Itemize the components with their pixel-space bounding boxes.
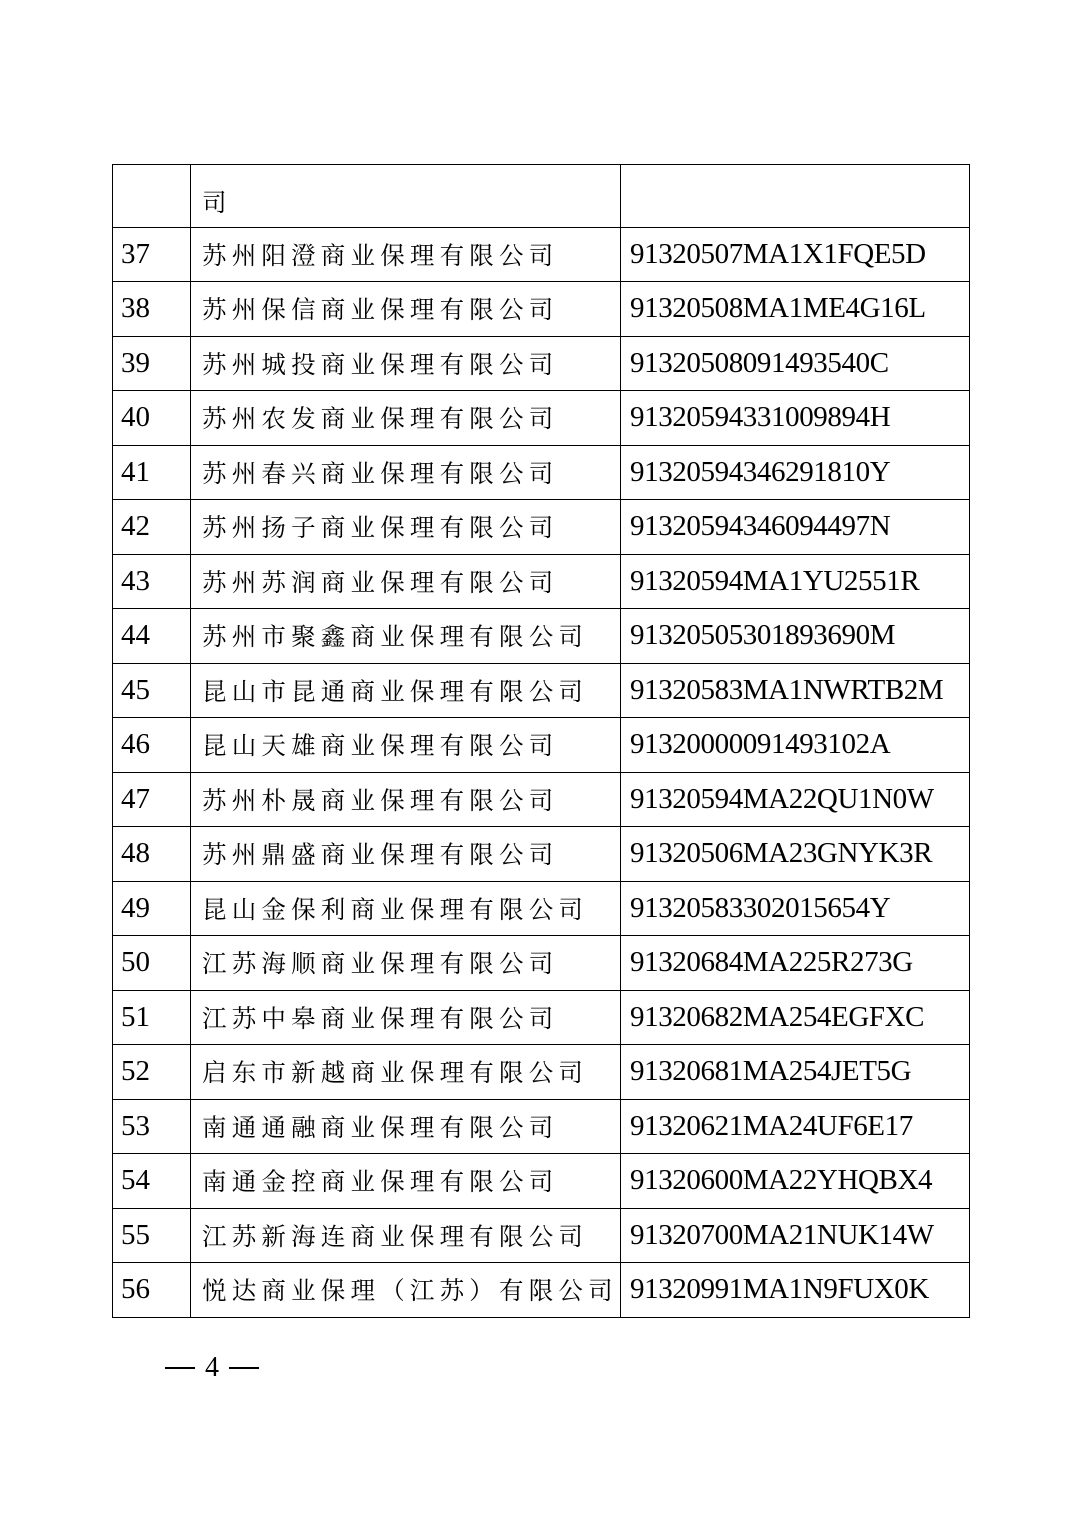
company-name-cell: 南通通融商业保理有限公司 [191,1099,621,1154]
row-index-cell: 51 [113,990,191,1045]
row-index-cell: 39 [113,336,191,391]
table-row [113,336,970,391]
row-index-cell: 43 [113,554,191,609]
table-row [113,391,970,446]
company-name-cell: 启东市新越商业保理有限公司 [191,1045,621,1100]
credit-code-cell: 91320684MA225R273G [621,936,970,991]
row-index-cell: 52 [113,1045,191,1100]
row-index-cell: 45 [113,663,191,718]
credit-code-cell: 91320594346094497N [621,500,970,555]
table-row [113,881,970,936]
company-name-cell: 江苏新海连商业保理有限公司 [191,1208,621,1263]
row-index-cell: 55 [113,1208,191,1263]
row-index-cell: 54 [113,1154,191,1209]
row-index-cell: 47 [113,772,191,827]
row-index-cell: 42 [113,500,191,555]
table-row [113,609,970,664]
table-row [113,227,970,282]
page-footer [165,1352,259,1384]
company-name-cell: 江苏中皋商业保理有限公司 [191,990,621,1045]
company-name-cell: 南通金控商业保理有限公司 [191,1154,621,1209]
credit-code-cell: 91320991MA1N9FUX0K [621,1263,970,1318]
company-name-cell: 昆山市昆通商业保理有限公司 [191,663,621,718]
company-registry-table [112,164,970,1318]
footer-dash-right [229,1367,259,1369]
row-index-cell: 38 [113,282,191,337]
credit-code-cell: 91320508MA1ME4G16L [621,282,970,337]
credit-code-cell: 91320594MA1YU2551R [621,554,970,609]
table-row [113,282,970,337]
company-name-cell: 昆山金保利商业保理有限公司 [191,881,621,936]
table-row [113,500,970,555]
page-number: 4 [205,1352,219,1383]
credit-code-cell: 91320621MA24UF6E17 [621,1099,970,1154]
credit-code-cell: 91320583MA1NWRTB2M [621,663,970,718]
company-name-cell: 昆山天雄商业保理有限公司 [191,718,621,773]
credit-code-cell: 91320594MA22QU1N0W [621,772,970,827]
credit-code-cell: 91320594331009894H [621,391,970,446]
table-row [113,1263,970,1318]
table-row [113,554,970,609]
table-row [113,990,970,1045]
company-name-cell: 苏州鼎盛商业保理有限公司 [191,827,621,882]
company-name-cell: 苏州保信商业保理有限公司 [191,282,621,337]
footer-dash-left [165,1367,195,1369]
company-name-cell: 江苏海顺商业保理有限公司 [191,936,621,991]
company-name-cell: 苏州阳澄商业保理有限公司 [191,227,621,282]
table-body [113,165,970,1318]
credit-code-cell: 91320508091493540C [621,336,970,391]
company-name-cell: 苏州扬子商业保理有限公司 [191,500,621,555]
company-name-cell: 司 [191,165,621,228]
row-index-cell: 41 [113,445,191,500]
row-index-cell: 49 [113,881,191,936]
company-name-cell: 苏州苏润商业保理有限公司 [191,554,621,609]
table-row [113,936,970,991]
table-row [113,445,970,500]
credit-code-cell: 91320700MA21NUK14W [621,1208,970,1263]
table-row [113,1099,970,1154]
table-row [113,1045,970,1100]
row-index-cell: 48 [113,827,191,882]
credit-code-cell: 91320681MA254JET5G [621,1045,970,1100]
row-index-cell: 44 [113,609,191,664]
table-row [113,663,970,718]
company-name-cell: 苏州农发商业保理有限公司 [191,391,621,446]
row-index-cell: 50 [113,936,191,991]
table-row [113,1208,970,1263]
table-row-continuation [113,165,970,228]
company-name-cell: 悦达商业保理（江苏）有限公司 [191,1263,621,1318]
table-row [113,1154,970,1209]
company-name-cell: 苏州市聚鑫商业保理有限公司 [191,609,621,664]
row-index-cell: 40 [113,391,191,446]
row-index-cell: 46 [113,718,191,773]
credit-code-cell: 91320506MA23GNYK3R [621,827,970,882]
table-row [113,827,970,882]
row-index-cell: 53 [113,1099,191,1154]
credit-code-cell [621,165,970,228]
row-index-cell: 56 [113,1263,191,1318]
row-index-cell: 37 [113,227,191,282]
credit-code-cell: 91320507MA1X1FQE5D [621,227,970,282]
credit-code-cell: 91320600MA22YHQBX4 [621,1154,970,1209]
table-row [113,772,970,827]
credit-code-cell: 91320505301893690M [621,609,970,664]
table-row [113,718,970,773]
credit-code-cell: 91320000091493102A [621,718,970,773]
credit-code-cell: 91320583302015654Y [621,881,970,936]
company-name-cell: 苏州春兴商业保理有限公司 [191,445,621,500]
credit-code-cell: 91320682MA254EGFXC [621,990,970,1045]
company-name-cell: 苏州城投商业保理有限公司 [191,336,621,391]
company-name-cell: 苏州朴晟商业保理有限公司 [191,772,621,827]
row-index-cell [113,165,191,228]
credit-code-cell: 91320594346291810Y [621,445,970,500]
